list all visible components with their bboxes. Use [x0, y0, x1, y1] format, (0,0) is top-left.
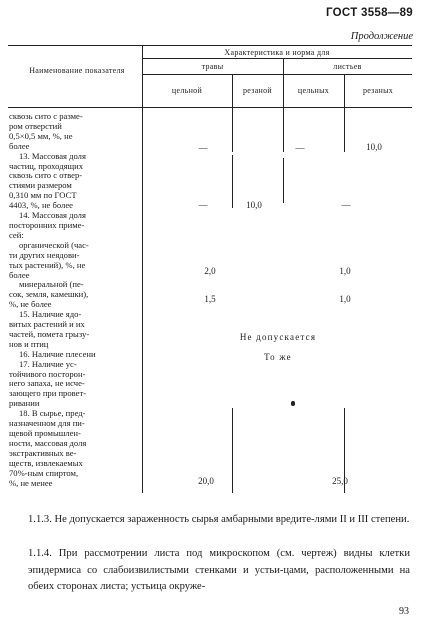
- paragraph-text: 1.1.4. При рассмотрении листа под микроскопом (см. чертеж) видны клетки эпидермиса со слабоизвилистыми стенками и устьи-цами, расположенными на обеих сторонах листа; устьица окруже-: [28, 548, 410, 593]
- indicator-line: 4403, %, не более: [9, 200, 73, 211]
- standard-code: ГОСТ 3558—89: [325, 7, 413, 19]
- indicator-line: ром отверстий: [9, 120, 62, 131]
- indicator-line: ществ, извлекаемых: [9, 457, 83, 468]
- indicator-line: частиц, проходящих: [9, 160, 84, 171]
- indicator-line: 0,5×0,5 мм, %, не: [9, 130, 73, 141]
- group-header-rule: [142, 58, 412, 59]
- value-cell: —: [198, 143, 208, 153]
- body-divider: [232, 107, 233, 152]
- indicator-line: ривании: [9, 398, 40, 409]
- name-column-border: [142, 45, 143, 493]
- indicator-line: нов и птиц: [9, 338, 49, 349]
- name-column-header: Наименование показателя: [29, 66, 125, 75]
- value-cell: 1,5: [204, 294, 216, 304]
- indicator-line: 14. Массовая доля: [19, 210, 86, 221]
- value-cell: —: [341, 200, 351, 210]
- table-header-bottom-rule: [8, 107, 412, 108]
- indicator-line: минеральной (пе-: [19, 279, 84, 290]
- indicator-line: %, не более: [9, 299, 52, 310]
- indicator-line: экстрактивных ве-: [9, 447, 77, 458]
- paragraph-text: 1.1.3. Не допускается зараженность сырья амбарными вредите-лями II и III степени.: [28, 514, 410, 525]
- indicator-line: сок, земля, камешки),: [9, 289, 89, 300]
- indicator-line: тых растений), %, не: [9, 259, 86, 270]
- indicator-line: 16. Наличие плесени: [19, 348, 96, 359]
- indicator-line: %, не менее: [9, 477, 53, 488]
- sub-header-whole-herb: цельной: [171, 86, 203, 95]
- body-divider: [283, 107, 284, 152]
- value-cell: 25,0: [332, 476, 348, 486]
- indicator-line: 70%-ным спиртом,: [9, 467, 79, 478]
- indicator-line: 17. Наличие ус-: [19, 358, 77, 369]
- body-divider: [344, 107, 345, 152]
- indicator-line: ти других неядови-: [9, 249, 80, 260]
- indicator-line: витых растений и их: [9, 319, 85, 330]
- sub-header-whole-leaves: цельных: [297, 86, 330, 95]
- value-cell: 10,0: [366, 142, 382, 152]
- indicator-line: более: [9, 269, 30, 280]
- span-value-cell: Не допускается: [239, 332, 317, 342]
- ink-mark: [291, 401, 295, 406]
- indicator-line: 0,310 мм по ГОСТ: [9, 190, 77, 201]
- group-header: Характеристика и норма для: [224, 48, 330, 57]
- leaves-header: листьев: [333, 62, 362, 71]
- indicator-line: щевой промышлен-: [9, 428, 81, 438]
- body-divider: [283, 158, 284, 203]
- value-cell: —: [295, 143, 305, 153]
- indicator-line: посторонних приме-: [9, 219, 85, 230]
- continued-label: Продолжение: [350, 31, 413, 42]
- indicator-line: назначенном для пи-: [9, 418, 85, 429]
- value-cell: 10,0: [246, 200, 262, 210]
- sub-header-cut-herb: резаной: [242, 86, 273, 95]
- indicator-line: 18. В сырье, пред-: [19, 408, 86, 419]
- indicator-line: тойчивого посторон-: [9, 368, 86, 379]
- indicator-line: сей:: [9, 229, 24, 240]
- indicator-names: [9, 112, 139, 488]
- span-value-cell: То же: [264, 352, 292, 362]
- value-cell: 20,0: [198, 476, 214, 486]
- indicator-line: зающего при провет-: [9, 388, 87, 399]
- value-cell: 1,0: [339, 294, 351, 304]
- indicator-line: более: [9, 140, 30, 151]
- body-divider: [232, 155, 233, 208]
- page-number: 93: [399, 606, 409, 617]
- indicator-line: стиями размером: [9, 180, 72, 191]
- indicator-line: сквозь сито с отвер-: [9, 170, 83, 181]
- table-top-rule: [8, 45, 412, 46]
- indicator-line: ности, массовая доля: [9, 437, 87, 448]
- paragraph-1-1-3: [28, 512, 410, 529]
- indicator-line: органической (час-: [19, 239, 89, 250]
- herbs-header: травы: [201, 62, 224, 71]
- indicator-line: частей, помета грызу-: [9, 328, 90, 339]
- subgroup-header-rule: [142, 74, 412, 75]
- indicator-line: 13. Массовая доля: [19, 150, 86, 161]
- indicator-line: сквозь сито с разме-: [9, 111, 83, 121]
- value-cell: 1,0: [339, 266, 351, 276]
- indicator-line: него запаха, не исче-: [9, 378, 85, 389]
- value-cell: —: [198, 200, 208, 210]
- value-cell: 2,0: [204, 266, 216, 276]
- sub-header-cut-leaves: резаных: [362, 86, 394, 95]
- indicator-line: 15. Наличие ядо-: [19, 309, 82, 320]
- paragraph-1-1-4: [28, 546, 410, 596]
- body-divider: [232, 408, 233, 493]
